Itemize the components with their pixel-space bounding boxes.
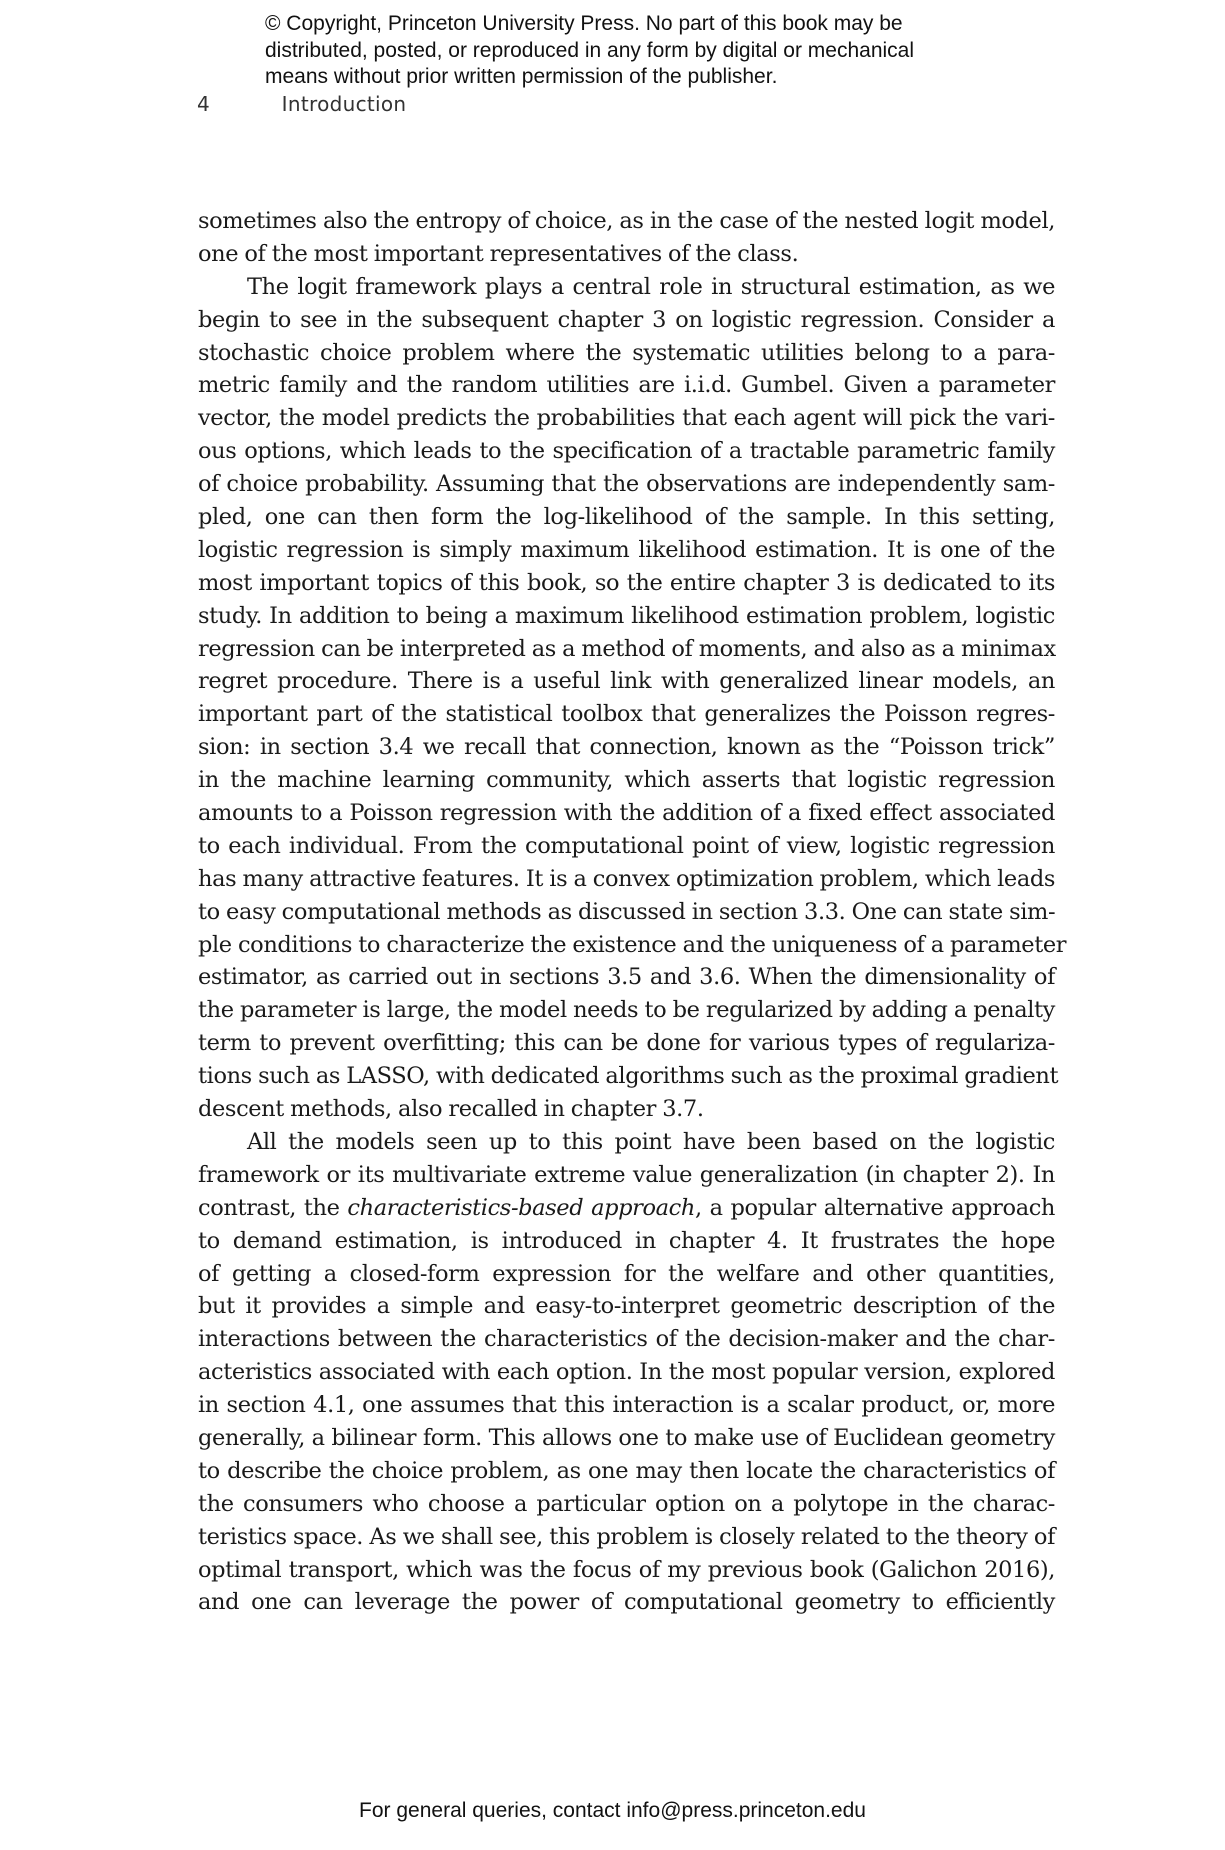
- text-line: term to prevent overfitting; this can be done for various types of regulariza-: [198, 1030, 1055, 1057]
- text-line: sion: in section 3.4 we recall that connection, known as the “Poisson trick”: [198, 734, 1055, 761]
- text-line: sometimes also the entropy of choice, as in the case of the nested logit model,: [198, 208, 1055, 234]
- text-line: interactions between the characteristics of the decision-maker and the char-: [198, 1326, 1055, 1353]
- text-line: metric family and the random utilities are i.i.d. Gumbel. Given a parameter: [198, 372, 1055, 399]
- text-segment: , a popular alternative approach: [694, 1194, 1055, 1221]
- text-line: ple conditions to characterize the existence and the uniqueness of a parameter: [198, 931, 1067, 958]
- text-line: ous options, which leads to the specification of a tractable parametric family: [198, 438, 1055, 465]
- text-line: teristics space. As we shall see, this problem is closely related to the theory of: [198, 1523, 1055, 1550]
- running-head: [197, 92, 406, 116]
- text-line: tions such as LASSO, with dedicated algorithms such as the proximal gradient: [198, 1063, 1059, 1090]
- text-line: stochastic choice problem where the systematic utilities belong to a para-: [198, 339, 1055, 366]
- text-line: framework or its multivariate extreme value generalization (in chapter 2). In: [198, 1161, 1055, 1188]
- text-line: of getting a closed-form expression for the welfare and other quantities,: [198, 1260, 1055, 1287]
- text-line: the consumers who choose a particular option on a polytope in the charac-: [198, 1490, 1055, 1517]
- text-line: vector, the model predicts the probabilities that each agent will pick the vari-: [198, 405, 1055, 432]
- text-line: amounts to a Poisson regression with the addition of a fixed effect associated: [198, 800, 1055, 827]
- text-line: to describe the choice problem, as one may then locate the characteristics of: [198, 1457, 1055, 1484]
- text-line: estimator, as carried out in sections 3.5 and 3.6. When the dimensionality of: [198, 964, 1055, 991]
- text-line: in section 4.1, one assumes that this interaction is a scalar product, or, more: [198, 1392, 1055, 1419]
- text-line: The logit framework plays a central role in structural estimation, as we: [247, 273, 1055, 300]
- text-line: regret procedure. There is a useful link with generalized linear models, an: [198, 668, 1055, 695]
- text-line: generally, a bilinear form. This allows one to make use of Euclidean geometry: [198, 1424, 1055, 1451]
- footer-contact: For general queries, contact info@press.princeton.edu: [359, 1799, 866, 1822]
- emphasized-term: characteristics-based approach: [347, 1194, 695, 1221]
- copyright-line: means without prior written permission of the publisher.: [265, 65, 778, 88]
- text-line: All the models seen up to this point have been based on the logistic: [247, 1128, 1055, 1155]
- copyright-line: distributed, posted, or reproduced in any form by digital or mechanical: [265, 38, 915, 62]
- text-line: the parameter is large, the model needs to be regularized by adding a penalty: [198, 997, 1055, 1024]
- text-line: logistic regression is simply maximum likelihood estimation. It is one of the: [198, 536, 1055, 563]
- text-line: most important topics of this book, so the entire chapter 3 is dedicated to its: [198, 569, 1055, 596]
- text-line: descent methods, also recalled in chapter 3.7.: [198, 1096, 704, 1123]
- text-line: regression can be interpreted as a method of moments, and also as a minimax: [198, 635, 1056, 662]
- text-line: optimal transport, which was the focus of my previous book (Galichon 2016),: [198, 1556, 1055, 1583]
- text-line: in the machine learning community, which asserts that logistic regression: [198, 767, 1055, 794]
- section-title: Introduction: [281, 92, 407, 116]
- text-line: study. In addition to being a maximum likelihood estimation problem, logistic: [198, 602, 1055, 629]
- copyright-notice: [265, 11, 1025, 91]
- text-line: of choice probability. Assuming that the observations are independently sam-: [198, 471, 1055, 498]
- text-line: important part of the statistical toolbox that generalizes the Poisson regres-: [198, 701, 1055, 728]
- text-line: has many attractive features. It is a convex optimization problem, which leads: [198, 865, 1055, 892]
- text-line: begin to see in the subsequent chapter 3 on logistic regression. Consider a: [198, 306, 1055, 333]
- text-line: one of the most important representatives of the class.: [198, 240, 799, 267]
- body-text: [198, 205, 1067, 1619]
- text-line: [198, 1192, 1055, 1225]
- text-line: to easy computational methods as discussed in section 3.3. One can state sim-: [198, 898, 1056, 925]
- text-line: but it provides a simple and easy-to-interpret geometric description of the: [198, 1293, 1055, 1320]
- text-line: acteristics associated with each option. In the most popular version, explored: [198, 1359, 1055, 1386]
- text-segment: contrast, the: [198, 1194, 348, 1221]
- text-line: to each individual. From the computational point of view, logistic regression: [198, 832, 1055, 859]
- copyright-line: © Copyright, Princeton University Press. No part of this book may be: [265, 12, 903, 35]
- text-line: and one can leverage the power of computational geometry to efficiently: [198, 1589, 1055, 1616]
- page-number: 4: [197, 92, 211, 116]
- text-line: pled, one can then form the log-likelihood of the sample. In this setting,: [198, 504, 1055, 531]
- text-line: to demand estimation, is introduced in chapter 4. It frustrates the hope: [198, 1227, 1055, 1254]
